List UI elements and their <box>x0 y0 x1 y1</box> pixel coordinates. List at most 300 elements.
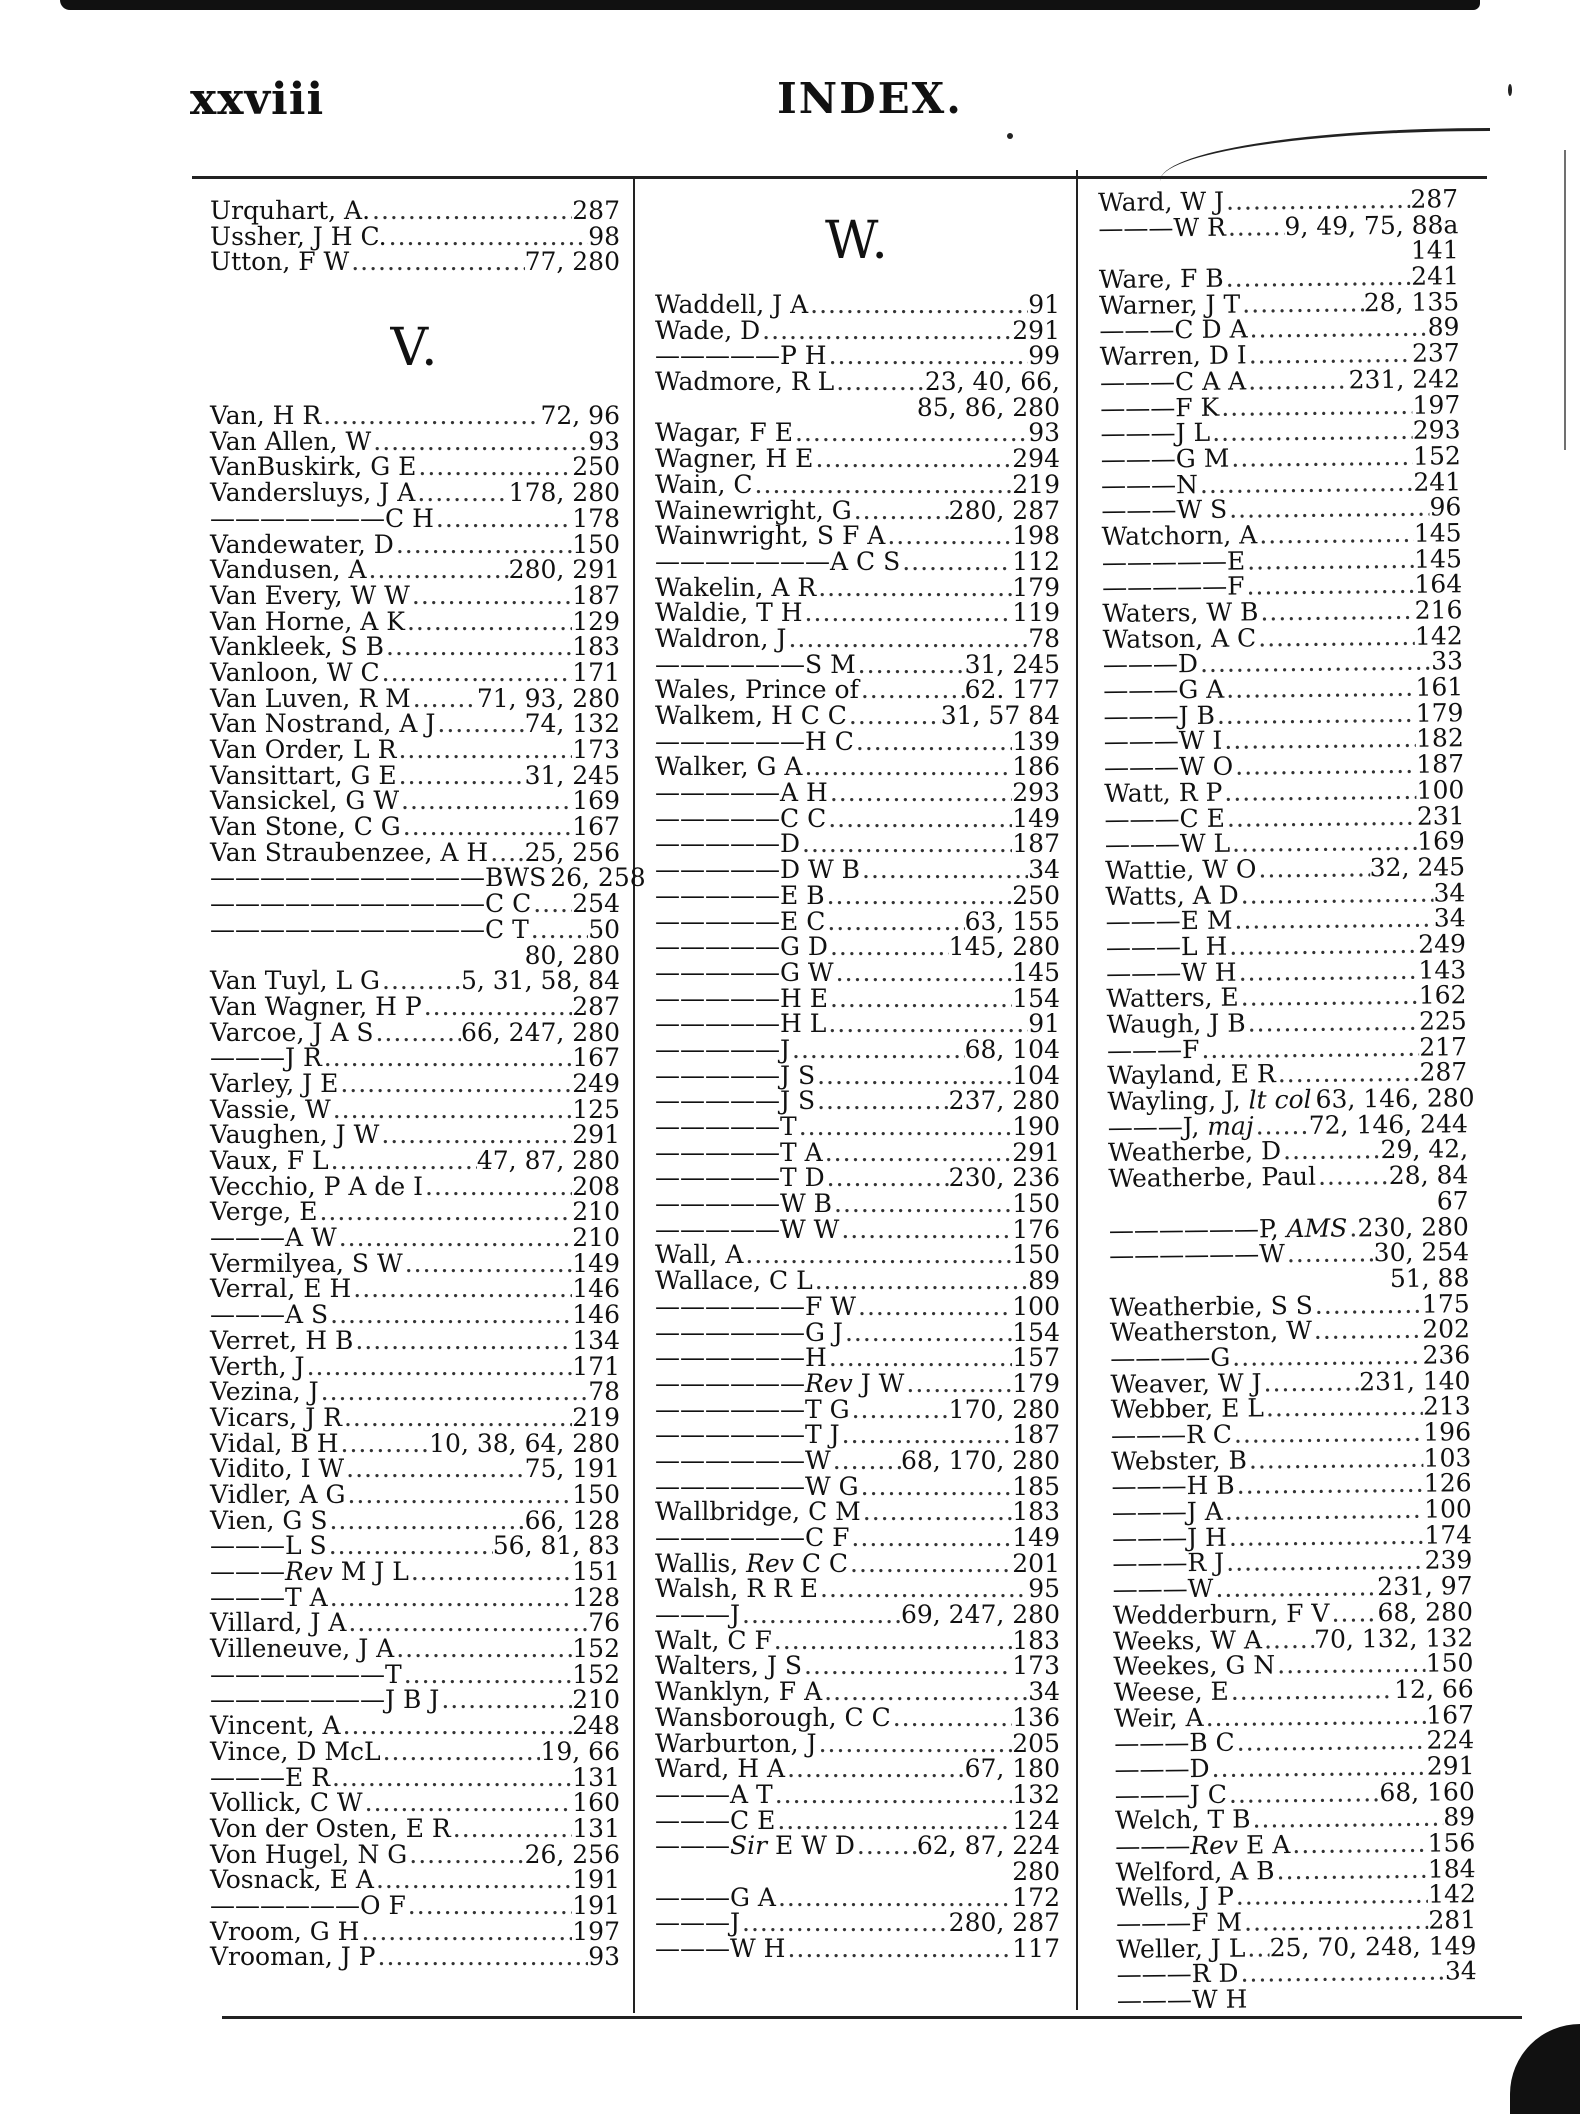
index-entry <box>210 1122 620 1148</box>
entry-name: Vansickel, G W <box>210 786 400 816</box>
index-entry <box>655 1011 1060 1037</box>
entry-name: Van Stone, C G <box>210 812 401 842</box>
leader-dots <box>1247 2005 1477 2007</box>
entry-name: ——————F W <box>655 1291 856 1321</box>
index-entry <box>210 1428 620 1458</box>
entry-pages: 164 <box>1414 569 1463 600</box>
leader-dots <box>1247 1445 1424 1473</box>
leader-dots <box>785 1936 1012 1962</box>
entry-name: ———F K <box>1100 392 1220 423</box>
entry-pages: 152 <box>572 1634 620 1664</box>
index-entry <box>655 1702 1060 1732</box>
leader-dots <box>839 1217 1012 1243</box>
leader-dots <box>423 1174 572 1200</box>
entry-pages: 178, 280 <box>508 478 620 508</box>
entry-pages: 47, 87, 280 <box>476 1146 620 1175</box>
index-entry <box>1106 1031 1468 1065</box>
entry-pages: 157 <box>1012 1343 1060 1373</box>
index-entry <box>210 814 620 840</box>
entry-name: Webber, E L <box>1110 1393 1265 1425</box>
leader-dots <box>1245 1009 1419 1037</box>
leader-dots <box>786 626 1028 652</box>
index-entry <box>1114 1725 1475 1759</box>
index-entry <box>655 1422 1060 1448</box>
leader-dots <box>1261 1369 1359 1396</box>
entry-pages: 78 <box>1028 623 1060 653</box>
entry-name: Waugh, J B <box>1106 1008 1246 1039</box>
entry-pages: 208 <box>572 1171 620 1201</box>
entry-name: Watson, A C <box>1102 623 1257 654</box>
entry-name: Wayling, J, lt col <box>1107 1084 1312 1117</box>
leader-dots <box>840 1422 1013 1448</box>
entry-pages: 187 <box>1012 829 1060 859</box>
entry-pages: 172 <box>1012 1882 1060 1912</box>
index-entry <box>1105 877 1466 911</box>
leader-dots <box>1199 1034 1419 1062</box>
index-entry <box>655 1525 1060 1551</box>
leader-dots <box>1262 1626 1314 1652</box>
entry-name: —————G D <box>655 932 828 962</box>
leader-dots <box>1258 598 1415 625</box>
index-entry <box>210 1351 620 1381</box>
entry-pages: 154 <box>1012 983 1060 1013</box>
entry-name: Verral, E H <box>210 1274 352 1304</box>
index-entry <box>210 1944 620 1970</box>
entry-name: —————C C <box>655 803 827 833</box>
entry-pages: 150 <box>1012 1240 1060 1270</box>
leader-dots <box>305 1354 573 1380</box>
entry-name: ———R J <box>1112 1548 1225 1579</box>
index-entry <box>655 1910 1060 1936</box>
entry-pages: 205 <box>1012 1728 1060 1758</box>
entry-pages: 28, 84 <box>1388 1160 1469 1191</box>
leader-dots <box>380 660 573 686</box>
leader-dots <box>800 831 1012 857</box>
leader-dots <box>1222 778 1417 806</box>
entry-pages: 291 <box>1426 1751 1475 1781</box>
entry-name: Ward, W J <box>1097 186 1225 217</box>
leader-dots <box>743 1242 1012 1268</box>
entry-name: Walt, C F <box>655 1625 772 1655</box>
entry-pages: 143 <box>1418 954 1467 985</box>
entry-pages: 66, 128 <box>524 1505 620 1535</box>
entry-pages: 291 <box>572 1120 620 1150</box>
entry-pages: 146 <box>572 1300 620 1330</box>
entry-name: Von Hugel, N G <box>210 1839 408 1869</box>
entry-pages: 287 <box>572 196 620 225</box>
entry-name: ———A W <box>210 1223 337 1253</box>
index-entry <box>1114 1676 1474 1705</box>
entry-name: Wales, Prince of <box>655 675 859 705</box>
entry-name: —————T <box>655 1112 797 1141</box>
index-entry <box>210 837 620 867</box>
index-entry <box>210 1687 620 1713</box>
leader-dots <box>403 1251 573 1277</box>
entry-name: —————H E <box>655 983 828 1013</box>
entry-pages: 250 <box>572 452 620 482</box>
leader-dots <box>852 498 949 524</box>
entry-name: Watters, E <box>1106 982 1239 1014</box>
index-entry <box>655 546 1060 576</box>
section-letter-heading: V. <box>390 318 440 379</box>
leader-dots <box>359 1919 572 1945</box>
leader-dots <box>813 446 1012 472</box>
entry-pages: 34 <box>1433 877 1466 908</box>
entry-name: —————D W B <box>655 855 861 885</box>
entry-name: ———N <box>1100 469 1199 500</box>
entry-name: VanBuskirk, G E <box>210 452 417 482</box>
leader-dots <box>394 1636 572 1662</box>
entry-name: Van Order, L R <box>210 735 397 764</box>
leader-dots <box>1247 315 1427 343</box>
leader-dots <box>415 480 508 506</box>
entry-name: Wanklyn, F A <box>655 1677 823 1707</box>
index-entry <box>655 1268 1060 1294</box>
leader-dots <box>802 754 1012 780</box>
entry-name: Weeks, W A <box>1113 1624 1263 1656</box>
entry-name: Ward, H A <box>655 1754 786 1784</box>
entry-pages: 237 <box>1411 338 1460 368</box>
entry-pages: 56, 81, 83 <box>492 1531 620 1561</box>
entry-pages: 201 <box>1012 1548 1060 1578</box>
entry-name: Vidal, B H <box>210 1428 339 1458</box>
index-entry <box>1100 415 1461 449</box>
entry-name: ——————T J <box>655 1420 840 1450</box>
entry-pages: 291 <box>1012 315 1060 345</box>
entry-name: ———J B <box>1103 700 1216 731</box>
leader-dots <box>797 1114 1013 1140</box>
index-entry <box>655 1548 1060 1578</box>
leader-dots <box>785 1756 964 1782</box>
leader-dots <box>374 1867 572 1893</box>
index-column-2 <box>655 211 1060 1963</box>
entry-name: ———E M <box>1105 905 1233 937</box>
leader-dots <box>859 1474 1013 1500</box>
entry-name: Vassie, W <box>210 1094 331 1124</box>
index-entry <box>655 803 1060 833</box>
leader-dots <box>337 1225 573 1251</box>
entry-name: Ware, F B <box>1098 263 1224 295</box>
column-divider-1 <box>633 178 635 2013</box>
entry-name: Villeneuve, J A <box>210 1634 395 1664</box>
leader-dots <box>823 1140 1013 1166</box>
entry-pages: 160 <box>572 1788 620 1818</box>
leader-dots <box>1203 1702 1426 1730</box>
entry-name: Wattie, W O <box>1104 854 1257 885</box>
leader-dots <box>411 686 477 712</box>
index-entry <box>210 1225 620 1251</box>
entry-name: Vollick, C W <box>210 1788 363 1818</box>
entry-name: Wells, J P <box>1115 1882 1234 1913</box>
index-entry <box>1113 1622 1474 1656</box>
index-entry <box>210 1068 620 1098</box>
entry-name: Weaver, W J <box>1110 1367 1262 1399</box>
entry-name: Van, H R <box>210 401 322 431</box>
entry-name: ———————————C T <box>210 914 529 944</box>
index-entry <box>655 420 1060 446</box>
entry-name: Vandewater, D <box>210 529 394 559</box>
leader-dots <box>848 1551 1012 1577</box>
index-entry <box>655 495 1060 525</box>
index-entry <box>210 606 620 636</box>
index-entry <box>210 1325 620 1355</box>
entry-pages: 167 <box>572 1043 620 1073</box>
leader-dots <box>856 652 965 678</box>
leader-dots <box>381 1739 541 1765</box>
index-entry <box>1108 1160 1469 1194</box>
entry-pages: 150 <box>1012 1189 1060 1219</box>
entry-name: Warren, D I <box>1099 340 1247 372</box>
index-entry <box>1111 1519 1473 1553</box>
leader-dots <box>1110 1287 1390 1290</box>
entry-pages: 231, 97 <box>1377 1571 1473 1602</box>
leader-dots <box>832 1191 1012 1217</box>
entry-name: ———A S <box>210 1300 329 1330</box>
index-entry <box>655 1779 1060 1809</box>
index-entry <box>655 1394 1060 1424</box>
index-entry <box>655 1034 1060 1064</box>
index-entry <box>1106 980 1467 1014</box>
index-entry <box>655 726 1060 756</box>
entry-name: Vincent, A <box>210 1711 341 1741</box>
leader-dots <box>1222 726 1416 754</box>
entry-name: ——————C F <box>655 1523 850 1552</box>
entry-pages: 225 <box>1418 1006 1467 1036</box>
leader-dots <box>1274 1856 1428 1883</box>
entry-name: Vanloon, W C <box>210 657 380 687</box>
entry-name: ———C E <box>1104 803 1226 834</box>
entry-pages: 34 <box>1433 903 1466 933</box>
entry-pages: 219 <box>1012 469 1060 499</box>
index-entry <box>1114 1776 1475 1810</box>
entry-pages: 179 <box>1012 572 1060 602</box>
entry-pages: 161 <box>1415 672 1464 702</box>
entry-pages: 291 <box>1012 1137 1060 1167</box>
entry-pages: 100 <box>1012 1291 1060 1321</box>
leader-dots <box>1250 1805 1443 1833</box>
index-entry <box>210 580 620 610</box>
leader-dots <box>345 1482 572 1508</box>
entry-pages: 178 <box>572 503 620 533</box>
entry-pages: 142 <box>1414 620 1463 651</box>
entry-name: Verge, E <box>210 1197 318 1227</box>
index-entry <box>655 1317 1060 1347</box>
entry-pages: 10, 38, 64, 280 <box>429 1428 620 1458</box>
index-entry <box>210 1479 620 1509</box>
index-entry <box>210 1762 620 1792</box>
index-entry <box>210 940 620 970</box>
index-entry <box>655 1137 1060 1167</box>
entry-pages: 76 <box>588 1608 620 1638</box>
leader-dots <box>1257 521 1414 548</box>
entry-pages: 91 <box>1028 1009 1060 1039</box>
entry-pages: 171 <box>572 657 620 687</box>
entry-pages: 75, 191 <box>524 1454 620 1484</box>
index-entry <box>1111 1442 1472 1476</box>
leader-dots <box>1316 1163 1389 1189</box>
leader-dots <box>818 1576 1028 1602</box>
entry-name: Warburton, J <box>655 1728 817 1758</box>
entry-pages: 150 <box>1425 1648 1474 1678</box>
entry-pages: 89 <box>1028 1266 1060 1296</box>
entry-name: Van Nostrand, A J <box>210 709 436 739</box>
entry-pages: 173 <box>572 735 620 764</box>
entry-pages: 197 <box>1412 389 1461 420</box>
index-entry <box>1103 749 1465 783</box>
entry-name: Vrooman, J P <box>210 1942 376 1972</box>
page-top-edge <box>60 0 1480 10</box>
leader-dots <box>529 917 588 943</box>
index-entry <box>1110 1365 1471 1399</box>
entry-pages: 25, 256 <box>524 837 620 867</box>
entry-pages: 71, 93, 280 <box>476 683 620 713</box>
index-entry <box>1103 697 1464 731</box>
leader-dots <box>827 343 1029 369</box>
entry-pages: 66, 247, 280 <box>460 1017 620 1047</box>
leader-dots <box>828 780 1012 806</box>
entry-pages: 28, 135 <box>1363 286 1460 317</box>
index-entry <box>210 1171 620 1201</box>
leader-dots <box>808 292 1028 318</box>
leader-dots <box>854 729 1012 755</box>
index-entry <box>210 1094 620 1124</box>
leader-dots <box>815 1063 1012 1089</box>
leader-dots <box>331 1097 573 1123</box>
leader-dots <box>1224 675 1416 703</box>
entry-pages: 93 <box>588 1942 620 1972</box>
entry-pages: 176 <box>1012 1214 1060 1244</box>
leader-dots <box>1256 855 1369 882</box>
index-entry <box>655 831 1060 857</box>
index-entry <box>210 914 620 944</box>
leader-dots <box>1329 1600 1377 1626</box>
entry-name: Walters, J S <box>655 1651 803 1681</box>
entry-name: ———T A <box>210 1582 328 1612</box>
leader-dots <box>396 737 572 763</box>
entry-pages: 156 <box>1427 1828 1476 1858</box>
entry-pages: 103 <box>1423 1442 1472 1473</box>
entry-pages: 210 <box>572 1197 620 1227</box>
entry-name: ——————H <box>655 1343 827 1373</box>
entry-name: ———W <box>1112 1573 1214 1605</box>
entry-name: —————P H <box>655 341 827 371</box>
entry-name: Weatherbie, S S <box>1109 1290 1313 1322</box>
index-entry <box>210 480 620 506</box>
leader-dots <box>344 1456 524 1482</box>
entry-pages: 162 <box>1418 980 1467 1010</box>
leader-dots <box>488 840 524 866</box>
index-entry <box>655 703 1060 729</box>
entry-name: ———W O <box>1103 751 1234 783</box>
leader-dots <box>885 523 1012 549</box>
index-entry <box>655 983 1060 1013</box>
leader-dots <box>813 1268 1028 1294</box>
entry-pages: 190 <box>1012 1112 1060 1141</box>
entry-name: ———————C H <box>210 503 434 533</box>
entry-name: Vosnack, E A <box>210 1865 374 1895</box>
entry-pages: 182 <box>1415 723 1464 754</box>
entry-name: —————T D <box>655 1163 825 1193</box>
entry-pages: 231, 242 <box>1348 364 1461 395</box>
entry-pages: 210 <box>572 1685 620 1715</box>
entry-pages: 131 <box>572 1762 620 1792</box>
leader-dots <box>321 403 540 429</box>
entry-pages: 23, 40, 66, <box>924 367 1060 397</box>
index-entry <box>655 292 1060 318</box>
entry-pages: 136 <box>1012 1702 1060 1732</box>
leader-dots <box>1227 495 1430 523</box>
leader-dots <box>327 1533 493 1559</box>
entry-name: Van Straubenzee, A H <box>210 837 489 867</box>
entry-pages: 287 <box>1419 1057 1468 1088</box>
entry-pages: 171 <box>572 1351 620 1381</box>
entry-name: Vandersluys, J A <box>210 478 416 508</box>
entry-name: Weatherbe, D <box>1107 1136 1282 1168</box>
index-entry <box>1111 1468 1472 1502</box>
entry-name: —————T A <box>655 1137 823 1167</box>
leader-dots <box>843 1320 1012 1346</box>
leader-dots <box>380 968 461 994</box>
leader-dots <box>327 1508 524 1534</box>
leader-dots <box>1245 546 1414 573</box>
leader-dots <box>405 609 572 635</box>
index-entry <box>655 343 1060 369</box>
index-entry <box>210 1302 620 1328</box>
entry-pages: 139 <box>1012 726 1060 756</box>
entry-pages: 294 <box>1012 444 1060 474</box>
index-entry <box>1103 672 1464 706</box>
entry-name: Vroom, G H <box>210 1916 360 1946</box>
leader-dots <box>1223 1497 1425 1525</box>
index-entry <box>210 1045 620 1071</box>
entry-pages: 179 <box>1012 1368 1060 1398</box>
index-entry <box>210 968 620 994</box>
entry-name: ———W R <box>1098 212 1227 243</box>
leader-dots <box>384 634 572 660</box>
entry-pages: 145, 280 <box>948 932 1060 962</box>
leader-dots <box>1219 392 1413 420</box>
entry-name: ———J H <box>1111 1522 1228 1553</box>
leader-dots <box>439 1687 572 1713</box>
entry-pages: 231, 140 <box>1359 1365 1471 1396</box>
index-entry <box>1100 389 1461 423</box>
index-entry <box>210 426 620 456</box>
index-entry <box>1113 1699 1475 1733</box>
entry-pages: 241 <box>1413 466 1462 497</box>
leader-dots <box>1232 906 1434 934</box>
entry-name: Wain, C <box>655 469 753 499</box>
leader-dots <box>1281 1138 1381 1165</box>
entry-name: Vaughen, J W <box>210 1120 380 1150</box>
entry-pages: 249 <box>572 1068 620 1098</box>
entry-name: Vermilyea, S W <box>210 1248 403 1278</box>
leader-dots <box>1233 752 1416 780</box>
leader-dots <box>531 891 572 917</box>
leader-dots <box>1227 1780 1380 1807</box>
entry-pages: 96 <box>1429 492 1462 522</box>
index-entry <box>655 906 1060 936</box>
entry-name: —————F <box>1102 571 1245 603</box>
entry-pages: 33 <box>1430 646 1464 676</box>
entry-name: Warner, J T <box>1099 289 1241 320</box>
entry-pages: 196 <box>1423 1417 1472 1447</box>
entry-name: —————J <box>655 1034 791 1064</box>
entry-name: ——————S M <box>655 649 856 679</box>
entry-pages: 237, 280 <box>948 1086 1060 1116</box>
entry-name: Waters, W B <box>1102 597 1259 628</box>
entry-name: Weese, E <box>1113 1676 1229 1707</box>
index-entry <box>655 623 1060 653</box>
